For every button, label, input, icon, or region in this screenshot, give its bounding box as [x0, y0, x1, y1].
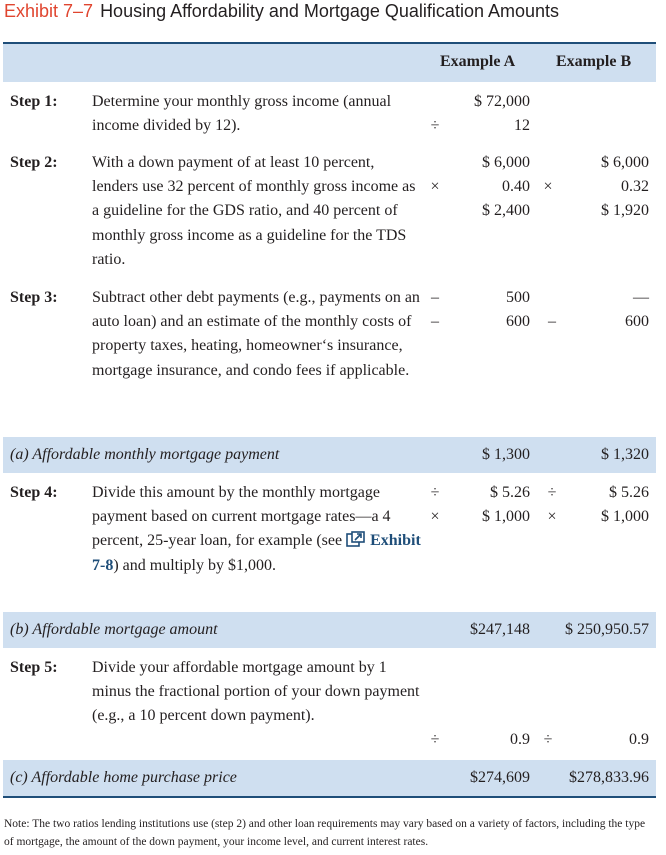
step2-a-op: ×	[430, 178, 440, 195]
step4-b-value2: $ 1,000	[601, 508, 649, 525]
step4-text-after: ) and multiply by $1,000.	[113, 556, 276, 574]
step3-a-value1: 500	[506, 289, 530, 306]
step2-b-value2: 0.32	[621, 178, 649, 195]
row-c-value-b: $278,833.96	[569, 769, 649, 786]
step2-a-value1: $ 6,000	[482, 154, 530, 171]
row-c-value-a: $274,609	[470, 769, 530, 786]
step4-a-op1: ÷	[430, 484, 440, 501]
step5-text: Divide your affordable mortgage amount by 1 minus the fractional portion of your down payment (e.g., a 10 percent down payment).	[92, 659, 420, 725]
step1-text: Determine your monthly gross income (annual income divided by 12).	[92, 93, 392, 135]
step1-op: ÷	[430, 117, 440, 134]
external-link-icon[interactable]	[346, 531, 366, 547]
step2-b-op: ×	[543, 178, 553, 195]
step4-b-op2: ×	[547, 508, 557, 525]
step2-label: Step 2:	[10, 154, 58, 171]
step4-text-before: Divide this amount by the monthly mortgage payment based on current mortgage rates—a 4 percent, 25-year loan, for example (see	[92, 484, 391, 550]
step2-a-value2: 0.40	[502, 178, 530, 195]
step4-text	[92, 481, 422, 578]
step3-a-op1: –	[431, 289, 439, 306]
step3-label: Step 3:	[10, 289, 58, 306]
row-a-value-a: $ 1,300	[482, 446, 530, 463]
column-header-a: Example A	[440, 53, 516, 70]
step5-label: Step 5:	[10, 659, 58, 676]
step3-b-op2: –	[548, 313, 556, 330]
step4-a-op2: ×	[430, 508, 440, 525]
bottom-rule	[3, 796, 656, 798]
step1-a-value1: $ 72,000	[474, 93, 530, 110]
step3-a-value2: 600	[506, 313, 530, 330]
exhibit-heading: Housing Affordability and Mortgage Qualification Amounts	[100, 1, 560, 21]
step4-a-value1: $ 5.26	[490, 484, 530, 501]
row-b-value-b: $ 250,950.57	[565, 621, 649, 638]
step1-a-value2: 12	[514, 117, 530, 134]
exhibit-title	[4, 1, 559, 22]
step4-a-value2: $ 1,000	[482, 508, 530, 525]
step5-a-op: ÷	[430, 731, 440, 748]
step3-a-op2: –	[431, 313, 439, 330]
step2-b-value1: $ 6,000	[601, 154, 649, 171]
step2-b-value3: $ 1,920	[601, 202, 649, 219]
step5-b-value: 0.9	[629, 731, 649, 748]
step3-b-value1: —	[633, 289, 649, 306]
row-c-label: (c) Affordable home purchase price	[10, 769, 237, 786]
step3-b-value2: 600	[625, 313, 649, 330]
step2-text: With a down payment of at least 10 percent, lenders use 32 percent of monthly gross income as a guideline for the GDS ratio, and 40 percent of monthly gross income as a guideline for the TDS ratio.	[92, 154, 416, 268]
step4-b-value1: $ 5.26	[609, 484, 649, 501]
step1-label: Step 1:	[10, 93, 58, 110]
footnote: Note: The two ratios lending institutions use (step 2) and other loan requirements may vary based on a variety of factors, including the type of mortgage, the amount of the down payment, your income level, and current interest rates.	[4, 818, 646, 848]
row-a-label: (a) Affordable monthly mortgage payment	[10, 446, 280, 463]
step5-b-op: ÷	[543, 731, 553, 748]
step4-label: Step 4:	[10, 484, 58, 501]
exhibit-7-8-link[interactable]: Exhibit 7-8	[92, 532, 421, 574]
step3-text: Subtract other debt payments (e.g., payments on an auto loan) and an estimate of the monthly costs of property taxes, heating, homeowner‘s insurance, mortgage insurance, and condo fees if applicable.	[92, 289, 420, 379]
step5-a-value: 0.9	[510, 731, 530, 748]
step4-b-op1: ÷	[547, 484, 557, 501]
row-b-label: (b) Affordable mortgage amount	[10, 621, 218, 638]
exhibit-number: Exhibit 7–7	[4, 1, 94, 21]
row-a-value-b: $ 1,320	[601, 446, 649, 463]
step2-a-value3: $ 2,400	[482, 202, 530, 219]
column-header-b: Example B	[556, 53, 632, 70]
row-b-value-a: $247,148	[470, 621, 530, 638]
